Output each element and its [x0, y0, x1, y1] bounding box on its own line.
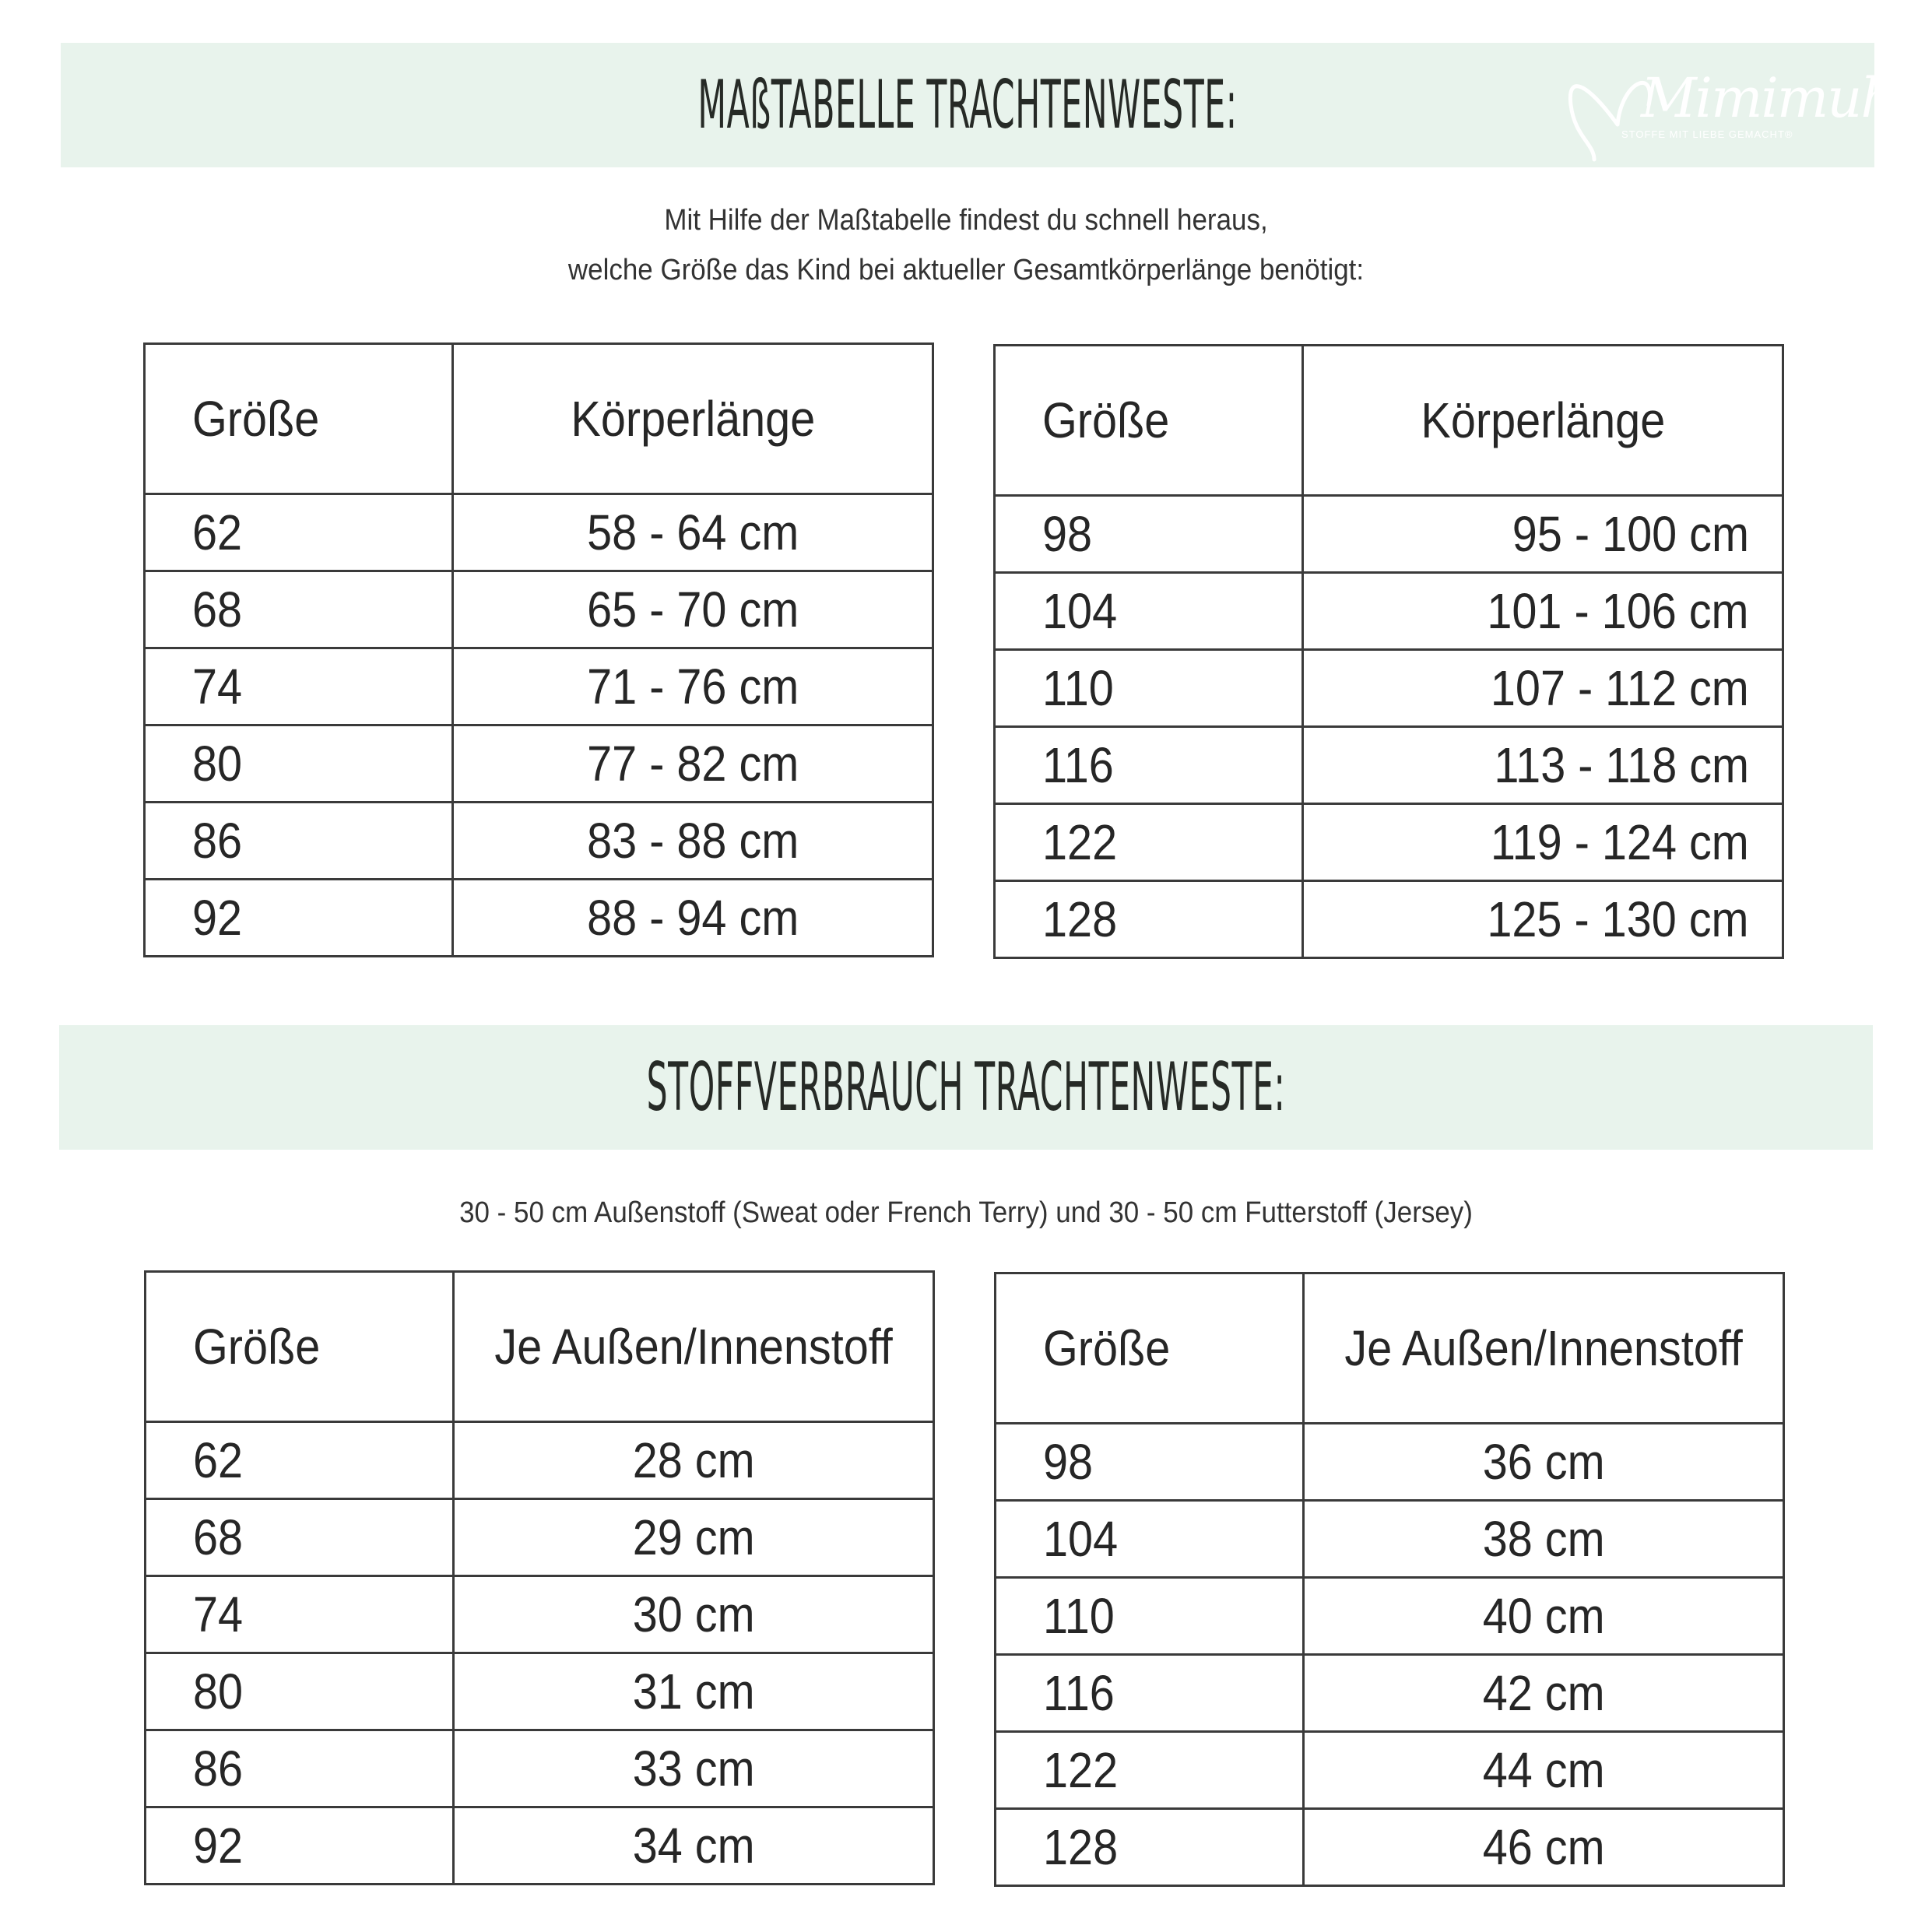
table-header-row [146, 1272, 934, 1422]
table-row [995, 727, 1783, 804]
header-size: Größe [192, 391, 320, 447]
size-value: 98 [1043, 1434, 1094, 1490]
table-row [146, 1576, 934, 1653]
size-value: 74 [193, 1586, 244, 1642]
brand-logo [1547, 51, 1895, 160]
fabric-value: 30 cm [632, 1586, 755, 1642]
fabric-value: 34 cm [632, 1818, 755, 1874]
size-value: 128 [1042, 891, 1118, 947]
size-value: 122 [1042, 814, 1118, 870]
length-value: 65 - 70 cm [586, 581, 799, 638]
table-header-row [996, 1273, 1784, 1424]
size-value: 92 [193, 1818, 244, 1874]
length-value: 113 - 118 cm [1494, 737, 1749, 793]
table-row [146, 1653, 934, 1730]
table-row [145, 803, 933, 880]
table-row [146, 1499, 934, 1576]
length-value: 101 - 106 cm [1487, 583, 1749, 639]
table-row [145, 880, 933, 957]
fabric-value: 42 cm [1482, 1665, 1605, 1721]
table-row [145, 648, 933, 725]
table-row [996, 1501, 1784, 1578]
table-row [145, 571, 933, 648]
length-value: 88 - 94 cm [586, 890, 799, 946]
fabric-usage-banner [59, 1025, 1873, 1150]
intro-line-2: welche Größe das Kind bei aktueller Gesamtkörperlänge benötigt: [567, 254, 1365, 286]
size-value: 68 [192, 581, 243, 638]
fabric-usage-intro: 30 - 50 cm Außenstoff (Sweat oder French Terry) und 30 - 50 cm Futterstoff (Jersey) [459, 1196, 1473, 1229]
size-value: 62 [193, 1432, 244, 1488]
fabric-value: 40 cm [1482, 1588, 1605, 1644]
header-fabric: Je Außen/Innenstoff [1344, 1320, 1743, 1376]
size-value: 92 [192, 890, 243, 946]
size-table-left [143, 342, 934, 957]
length-value: 95 - 100 cm [1512, 506, 1749, 562]
size-value: 80 [192, 736, 243, 792]
fabric-table-right [994, 1272, 1785, 1887]
size-value: 110 [1042, 660, 1114, 716]
fabric-value: 33 cm [632, 1741, 755, 1797]
size-value: 110 [1043, 1588, 1115, 1644]
table-row [996, 1424, 1784, 1501]
fabric-value: 38 cm [1482, 1511, 1605, 1567]
table-row [146, 1422, 934, 1499]
length-value: 71 - 76 cm [586, 659, 799, 715]
length-value: 83 - 88 cm [586, 813, 799, 869]
logo-wordmark: Mimimuh [1641, 66, 1895, 130]
header-size: Größe [1042, 392, 1170, 448]
table-row [995, 650, 1783, 727]
size-value: 80 [193, 1663, 244, 1719]
length-value: 125 - 130 cm [1487, 891, 1749, 947]
size-value: 74 [192, 659, 243, 715]
table-row [995, 573, 1783, 650]
size-value: 122 [1043, 1742, 1119, 1798]
fabric-value: 36 cm [1482, 1434, 1605, 1490]
table-row [146, 1807, 934, 1885]
length-value: 77 - 82 cm [586, 736, 799, 792]
fabric-value: 31 cm [632, 1663, 755, 1719]
size-value: 98 [1042, 506, 1093, 562]
fabric-value: 28 cm [632, 1432, 755, 1488]
size-chart-title: MAßTABELLE TRACHTENWESTE: [697, 66, 1238, 144]
size-chart-banner [61, 43, 1895, 167]
fabric-value: 29 cm [632, 1509, 755, 1565]
header-body-length: Körperlänge [571, 391, 815, 447]
table-row [995, 496, 1783, 573]
header-body-length: Körperlänge [1421, 392, 1665, 448]
fabric-value: 46 cm [1482, 1819, 1605, 1875]
logo-tagline: STOFFE MIT LIEBE GEMACHT® [1621, 128, 1793, 140]
size-table-right [993, 344, 1784, 959]
table-row [996, 1655, 1784, 1732]
length-value: 58 - 64 cm [586, 504, 799, 560]
length-value: 119 - 124 cm [1491, 814, 1749, 870]
size-value: 116 [1042, 737, 1114, 793]
table-row [146, 1730, 934, 1807]
header-size: Größe [193, 1319, 321, 1375]
size-value: 86 [193, 1741, 244, 1797]
size-value: 104 [1042, 583, 1118, 639]
size-value: 62 [192, 504, 243, 560]
length-value: 107 - 112 cm [1491, 660, 1749, 716]
size-value: 116 [1043, 1665, 1115, 1721]
size-value: 68 [193, 1509, 244, 1565]
table-header-row [145, 344, 933, 494]
table-row [995, 804, 1783, 881]
size-value: 128 [1043, 1819, 1119, 1875]
table-row [996, 1732, 1784, 1809]
table-row [996, 1578, 1784, 1655]
fabric-usage-title: STOFFVERBRAUCH TRACHTENWESTE: [646, 1049, 1286, 1126]
table-row [145, 494, 933, 571]
size-value: 104 [1043, 1511, 1119, 1567]
header-size: Größe [1043, 1320, 1171, 1376]
table-header-row [995, 346, 1783, 496]
fabric-value: 44 cm [1482, 1742, 1605, 1798]
table-row [995, 881, 1783, 958]
table-row [145, 725, 933, 803]
intro-line-1: Mit Hilfe der Maßtabelle findest du schnell heraus, [664, 204, 1268, 237]
fabric-table-left [144, 1270, 935, 1885]
table-row [996, 1809, 1784, 1886]
size-value: 86 [192, 813, 243, 869]
header-fabric: Je Außen/Innenstoff [494, 1319, 893, 1375]
